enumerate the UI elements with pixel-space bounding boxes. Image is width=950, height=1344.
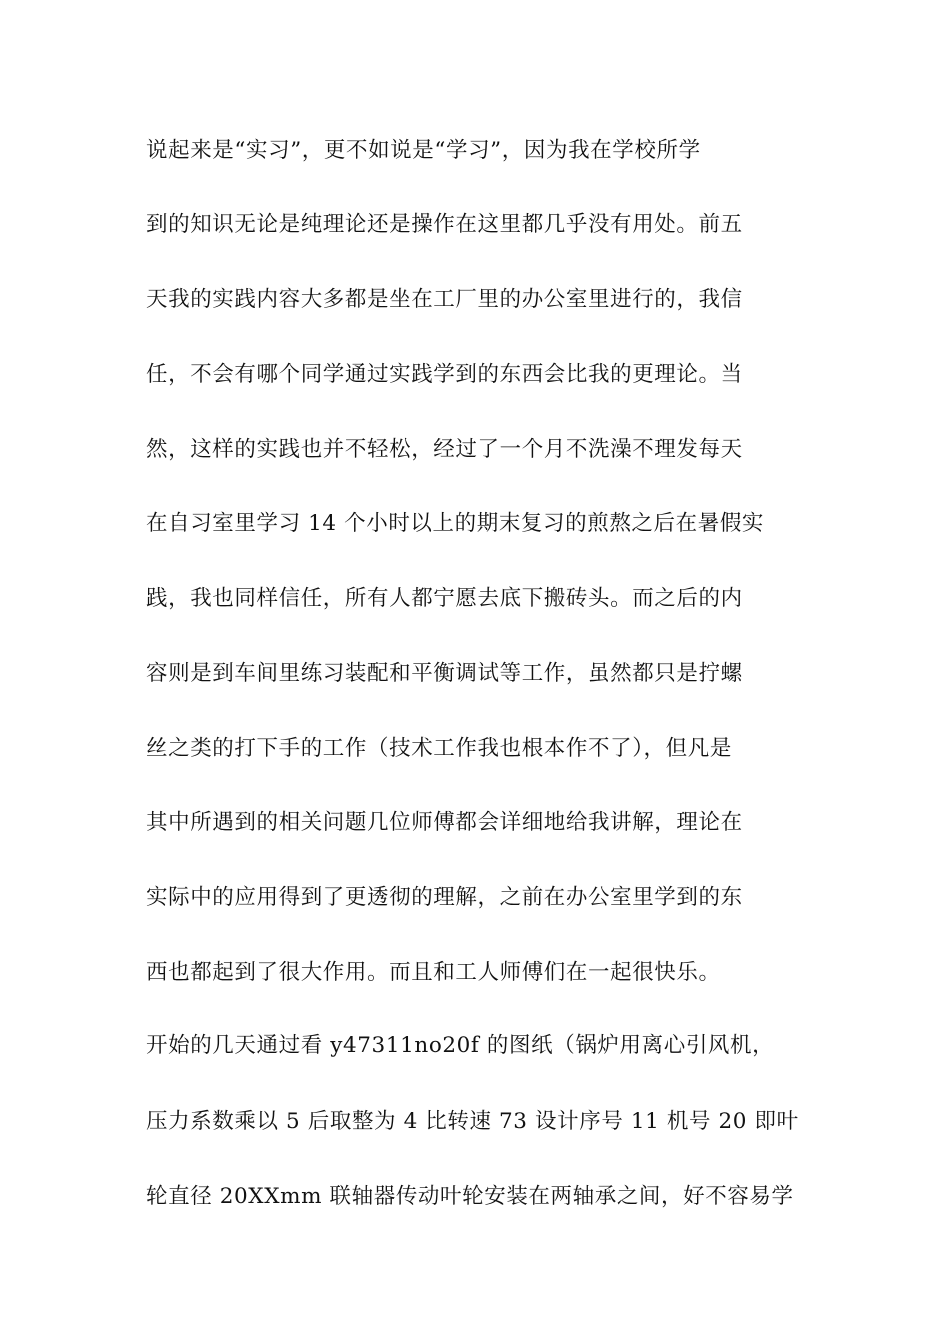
text-line: 任，不会有哪个同学通过实践学到的东西会比我的更理论。当 xyxy=(146,362,743,387)
text-line: 到的知识无论是纯理论还是操作在这里都几乎没有用处。前五 xyxy=(146,212,743,237)
text-line: 容则是到车间里练习装配和平衡调试等工作，虽然都只是拧螺 xyxy=(146,661,743,686)
text-line: 西也都起到了很大作用。而且和工人师傅们在一起很快乐。 xyxy=(146,960,721,985)
text-line: 然，这样的实践也并不轻松，经过了一个月不洗澡不理发每天 xyxy=(146,437,743,462)
text-line: 天我的实践内容大多都是坐在工厂里的办公室里进行的，我信 xyxy=(146,287,743,312)
text-line: 实际中的应用得到了更透彻的理解，之前在办公室里学到的东 xyxy=(146,885,743,910)
text-line: 其中所遇到的相关问题几位师傅都会详细地给我讲解，理论在 xyxy=(146,810,743,835)
text-line: 开始的几天通过看 y47311no20f 的图纸（锅炉用离心引风机， xyxy=(146,1033,775,1058)
text-line: 丝之类的打下手的工作（技术工作我也根本作不了），但凡是 xyxy=(146,736,732,761)
text-line: 在自习室里学习 14 个小时以上的期末复习的煎熬之后在暑假实 xyxy=(146,511,765,536)
text-line: 轮直径 20XXmm 联轴器传动叶轮安装在两轴承之间，好不容易学 xyxy=(146,1184,794,1209)
text-line: 说起来是“实习”，更不如说是“学习”，因为我在学校所学 xyxy=(146,138,701,163)
text-line: 践，我也同样信任，所有人都宁愿去底下搬砖头。而之后的内 xyxy=(146,586,743,611)
text-line: 压力系数乘以 5 后取整为 4 比转速 73 设计序号 11 机号 20 即叶 xyxy=(146,1109,799,1134)
